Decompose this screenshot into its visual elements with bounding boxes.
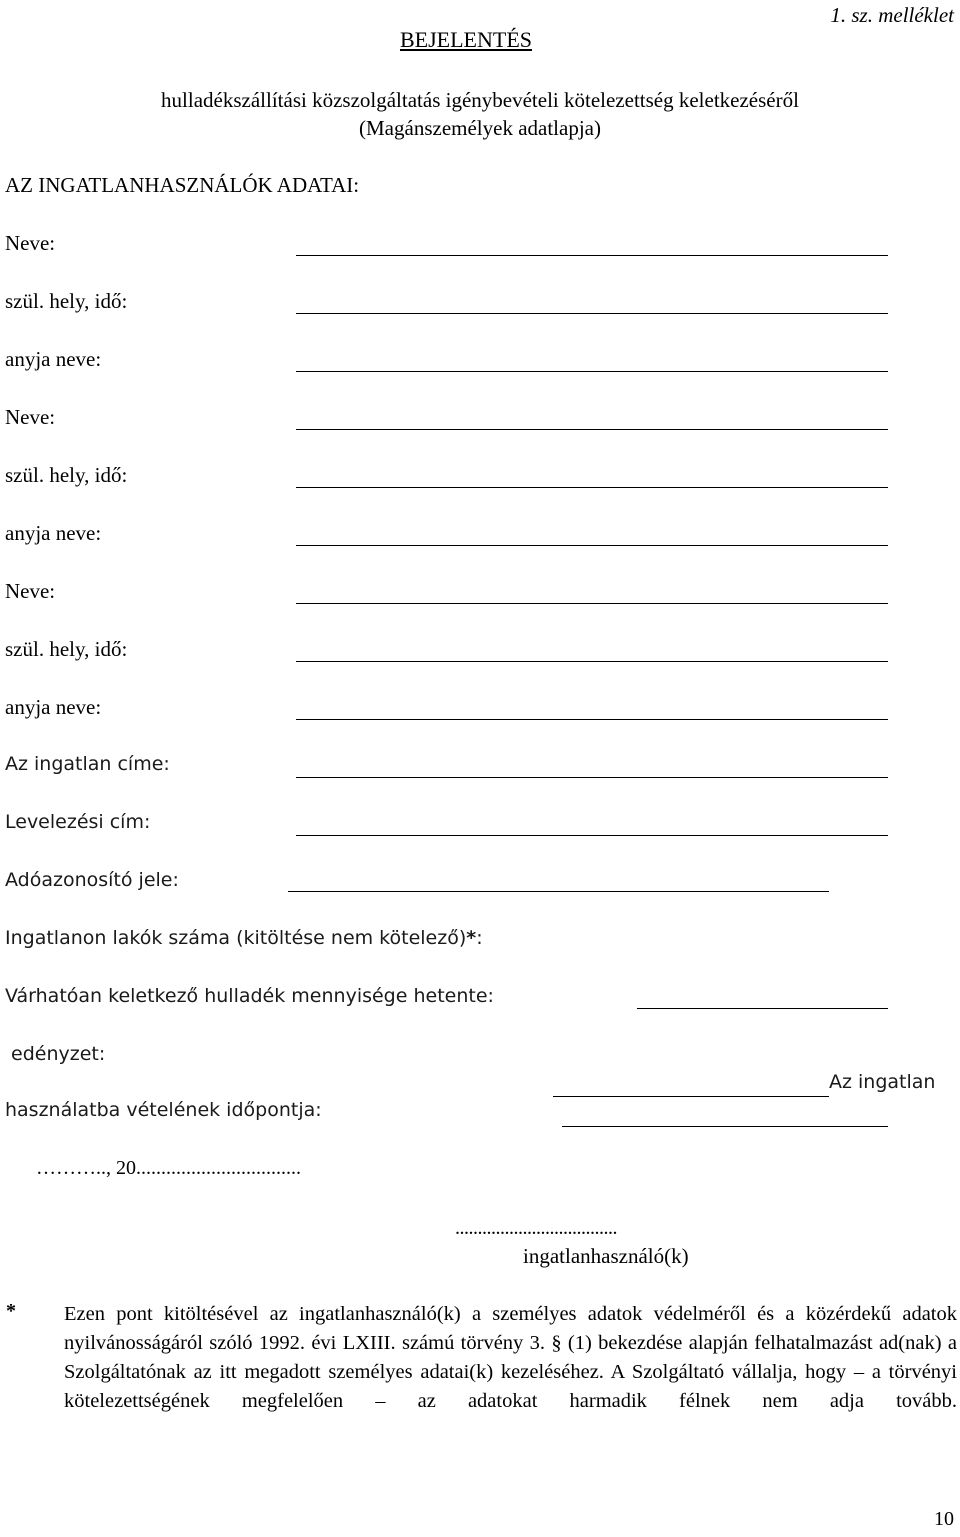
residents-label [5, 927, 483, 949]
place-date [36, 1157, 301, 1180]
waste-label: Várhatóan keletkező hulladék mennyisége hetente: [5, 985, 494, 1007]
annex-label: 1. sz. melléklet [830, 3, 954, 27]
subtitle-line-1: hulladékszállítási közszolgáltatás igénybevételi kötelezettség keletkezéséről [161, 88, 799, 112]
usage-label-part2: használatba vételének időpontja: [5, 1099, 322, 1121]
signature-dots: .................................... [455, 1217, 617, 1239]
person-1-birth-label: szül. hely, idő: [5, 289, 128, 313]
person-3-name-label: Neve: [5, 579, 56, 603]
person-2-birth-field[interactable] [296, 487, 888, 488]
footnote-text: Ezen pont kitöltésével az ingatlanhasználó(k) a személyes adatok védelméről és a közérdekű adatok nyilvánosságáról szóló 1992. évi LXIII. számú törvény 3. § (1) bekezdése alapján felhatalmazást ad(nak) a Szolgáltatónak az itt megadott személyes adatai(k) kezeléséhez. A Szolgáltató vállalja, hogy – a törvényi kötelezettségének megfelelően – az adatokat harmadik félnek nem adja tovább. [64, 1303, 957, 1412]
person-2-mother-label: anyja neve: [5, 521, 102, 545]
place-date-text: ……….., 20...... [36, 1157, 166, 1179]
waste-field[interactable] [637, 1008, 888, 1009]
person-2-mother-field[interactable] [296, 545, 888, 546]
person-2-name-field[interactable] [296, 429, 888, 430]
usage-date-field[interactable] [562, 1126, 888, 1127]
mailing-address-label: Levelezési cím: [5, 811, 151, 833]
mailing-address-field[interactable] [296, 835, 888, 836]
person-3-mother-field[interactable] [296, 719, 888, 720]
person-2-birth-label: szül. hely, idő: [5, 463, 128, 487]
person-3-name-field[interactable] [296, 603, 888, 604]
form-subtitle [0, 86, 960, 142]
tax-id-field[interactable] [288, 891, 829, 892]
person-1-name-label: Neve: [5, 231, 56, 255]
section-title: AZ INGATLANHASZNÁLÓK ADATAI: [5, 173, 360, 197]
property-address-field[interactable] [296, 777, 888, 778]
person-1-birth-field[interactable] [296, 313, 888, 314]
place-date-dots: ........................... [166, 1157, 301, 1179]
property-address-label: Az ingatlan címe: [5, 753, 170, 775]
person-2-name-label: Neve: [5, 405, 56, 429]
residents-label-text: Ingatlanon lakók száma (kitöltése nem kötelező) [5, 927, 467, 949]
person-1-mother-field[interactable] [296, 371, 888, 372]
page-number: 10 [934, 1508, 954, 1530]
subtitle-line-2: (Magánszemélyek adatlapja) [359, 116, 601, 140]
residents-star: * [466, 927, 477, 949]
person-3-birth-field[interactable] [296, 661, 888, 662]
person-3-mother-label: anyja neve: [5, 695, 102, 719]
container-label: edényzet: [11, 1043, 106, 1065]
usage-label-part1: Az ingatlan [829, 1071, 936, 1093]
person-1-mother-label: anyja neve: [5, 347, 102, 371]
signature-label: ingatlanhasználó(k) [523, 1244, 689, 1268]
container-field[interactable] [553, 1096, 829, 1097]
tax-id-label: Adóazonosító jele: [5, 869, 179, 891]
person-3-birth-label: szül. hely, idő: [5, 637, 128, 661]
residents-colon: : [476, 927, 483, 949]
form-title: BEJELENTÉS [400, 27, 532, 52]
person-1-name-field[interactable] [296, 255, 888, 256]
footnote-star: * [6, 1300, 16, 1322]
